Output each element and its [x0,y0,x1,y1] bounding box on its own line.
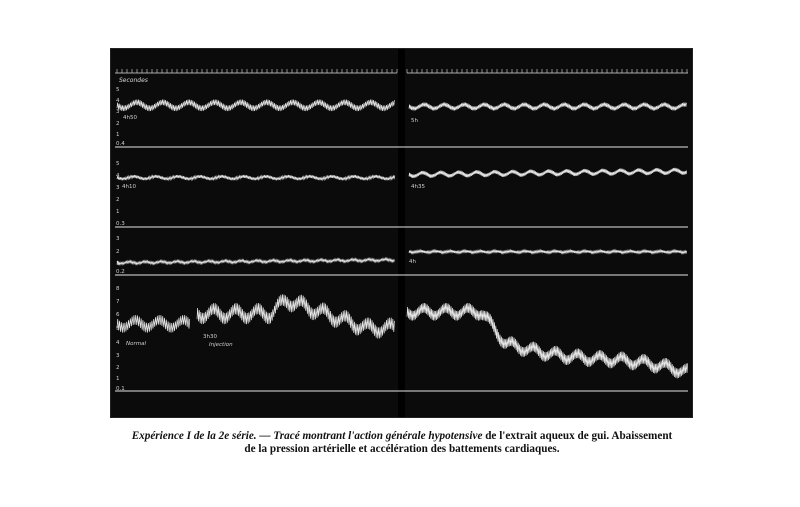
p4-tick-3: 3 [116,353,120,359]
caption-line-1 [112,430,692,443]
p3-tick-3: 3 [116,236,120,242]
p4-tick-1: 1 [116,376,120,382]
p3-tick-2: 2 [116,249,120,255]
p2-tick-1: 1 [116,209,120,215]
p4-tick-5: 5 [116,326,120,332]
p3-tick-1: 1 [116,261,120,267]
injection-label: Injection [209,342,233,348]
p1-tick-1: 1 [116,132,120,138]
injection-time: 3h30 [203,334,217,340]
p2-tick-2: 2 [116,197,120,203]
caption-emphasis: l'action générale hypotensive [348,430,483,442]
p2-tick-3: 3 [116,185,120,191]
pressure-trace-p4-injection [197,294,394,338]
caption-line-2: de la pression artérielle et accélération des battements cardiaques. [244,443,560,455]
p4-tick-8: 8 [116,286,120,292]
p4-tick-2: 2 [116,365,120,371]
pressure-trace-p3-left [117,258,394,265]
caption-line-1-end: de l'extrait aqueux de gui. Abaissement [482,430,673,442]
pressure-trace-p2-right [409,168,687,178]
p1-tick-5: 5 [116,87,120,93]
seconds-label: Secondes [119,77,148,84]
figure-caption [112,430,692,456]
caption-experiment: Expérience I de la 2e série. — Tracé montrant [131,430,349,442]
pressure-trace-p1-right [409,103,686,111]
pressure-trace-p4-normal [117,315,190,333]
p1-tick-base: 0.4 [116,141,125,147]
pressure-trace-p4-right [407,303,688,378]
p1-left-time: 4h50 [123,115,137,121]
p3-tick-base: 0.2 [116,269,125,275]
p4-tick-base: 0.1 [116,386,125,392]
plate-gap [398,49,405,417]
p2-tick-base: 0.3 [116,221,125,227]
p2-tick-5: 5 [116,161,120,167]
kymograph-plate [110,48,693,418]
p3-right-time: 4h [409,259,416,265]
p1-tick-4: 4 [116,98,120,104]
p2-right-time: 4h35 [411,184,425,190]
pressure-trace-p1-left [117,100,394,112]
p1-tick-3: 3 [116,109,120,115]
p1-right-time: 5h [411,118,418,124]
p4-tick-6: 6 [116,312,120,318]
p2-tick-4: 4 [116,173,120,179]
pressure-trace-p3-right [409,250,687,253]
p2-left-time: 4h10 [122,184,136,190]
p4-tick-4: 4 [116,340,120,346]
p1-tick-2: 2 [116,121,120,127]
normal-label: Normal [126,341,146,347]
p4-tick-7: 7 [116,299,120,305]
pressure-trace-p2-left [117,175,395,180]
